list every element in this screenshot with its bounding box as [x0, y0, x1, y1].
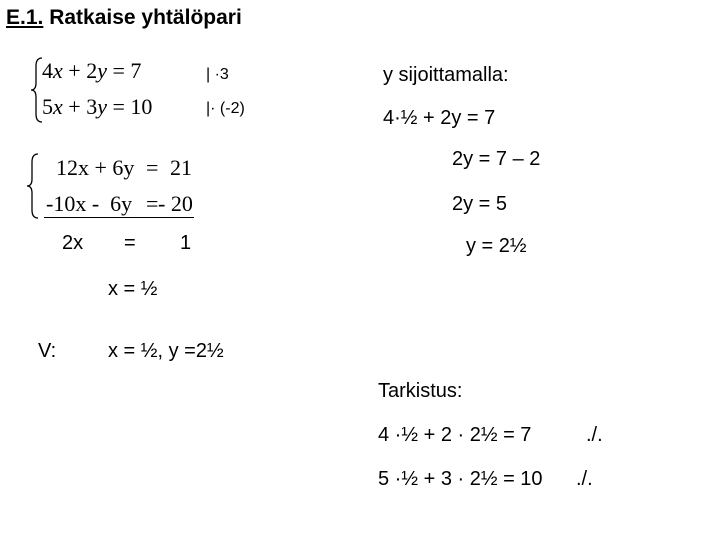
check-mark-2: ./.	[576, 468, 593, 490]
sum-rule	[44, 217, 194, 218]
operator: +	[68, 58, 81, 83]
multiplier-1: | ·3	[206, 66, 229, 83]
coef: 3	[86, 94, 98, 119]
sum-lhs: 2x	[62, 232, 84, 254]
system2-equation-1	[56, 155, 134, 181]
variable: y	[97, 58, 107, 83]
rhs: 10	[130, 94, 153, 119]
system1-equation-2	[42, 94, 152, 120]
variable: x	[53, 58, 63, 83]
system2-equation-2-rhs: - 20	[158, 191, 193, 216]
multiplier-2: |· (-2)	[206, 100, 245, 117]
substitution-heading: y sijoittamalla:	[383, 64, 509, 86]
check-line-1: 4 ·½ + 2 · 2½ = 7	[378, 424, 532, 446]
system2-brace	[26, 152, 40, 220]
x-result: x = ½	[108, 278, 158, 300]
exercise-title: Ratkaise yhtälöpari	[49, 6, 242, 29]
check-line-2: 5 ·½ + 3 · 2½ = 10	[378, 468, 543, 490]
substitution-step-3: 2y = 5	[452, 193, 508, 215]
exercise-number: E.1.	[6, 6, 44, 29]
lhs: 12x + 6y	[56, 155, 135, 180]
coef: 4	[42, 58, 53, 83]
sum-rhs: 1	[180, 232, 192, 254]
equals: =	[112, 94, 125, 119]
variable: x	[53, 94, 63, 119]
sum-equals: =	[124, 232, 136, 254]
coef: 5	[42, 94, 53, 119]
answer-text: x = ½, y =2½	[108, 340, 224, 362]
check-mark-1: ./.	[586, 424, 603, 446]
page-title	[6, 6, 242, 30]
substitution-step-1: 4·½ + 2y = 7	[383, 107, 496, 129]
coef: 2	[86, 58, 98, 83]
answer-label: V:	[38, 340, 57, 362]
variable: y	[97, 94, 107, 119]
lhs: -10x - 6y	[46, 191, 133, 216]
system2-equation-2-equals: =	[146, 191, 159, 216]
check-heading: Tarkistus:	[378, 380, 463, 402]
system2-equation-1-rhs: 21	[170, 155, 192, 180]
substitution-step-4: y = 2½	[466, 235, 527, 257]
system2-equation-1-equals: =	[146, 155, 159, 180]
system1-equation-1	[42, 58, 141, 84]
rhs: 7	[130, 58, 142, 83]
system2-equation-2	[46, 191, 132, 217]
equals: =	[112, 58, 125, 83]
substitution-step-2: 2y = 7 – 2	[452, 148, 541, 170]
operator: +	[68, 94, 81, 119]
